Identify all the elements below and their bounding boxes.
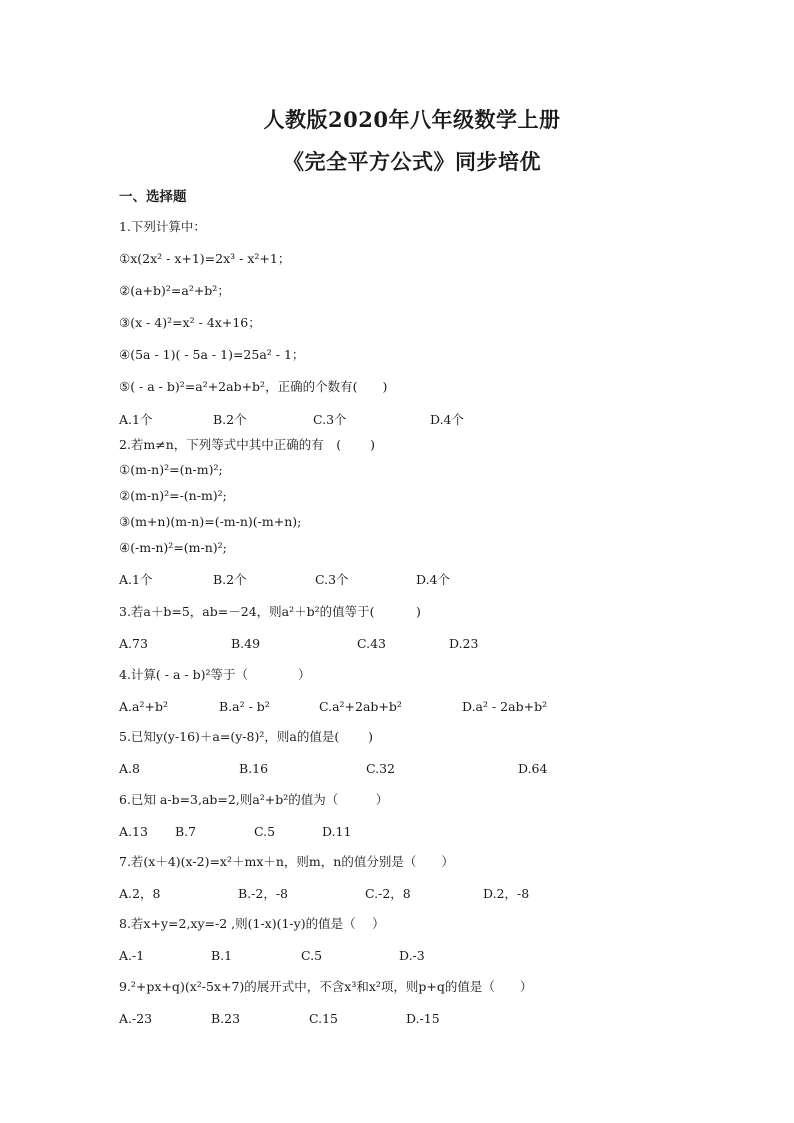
question-5-option-d: D.64 xyxy=(518,761,548,776)
question-1-option-d: D.4个 xyxy=(430,412,465,427)
question-2-item-2: ②(m-n)²=-(n-m)²; xyxy=(119,488,227,503)
question-6-option-c: C.5 xyxy=(254,824,276,839)
question-1-item-5: ⑤( - a - b)²=a²+2ab+b²，正确的个数有( ) xyxy=(119,379,388,394)
question-6-option-a: A.13 xyxy=(119,824,148,839)
question-2-option-c: C.3个 xyxy=(315,572,349,587)
question-7-stem: 7.若(x＋4)(x-2)=x²＋mx＋n，则m，n的值分别是（ ） xyxy=(119,854,454,869)
question-7-option-c: C.-2，8 xyxy=(365,886,411,901)
question-1-item-3: ③(x - 4)²=x² - 4x+16； xyxy=(119,315,261,330)
question-9-option-a: A.-23 xyxy=(119,1011,153,1026)
question-8-option-d: D.-3 xyxy=(399,948,425,963)
question-7-option-b: B.-2，-8 xyxy=(238,886,289,901)
question-9-option-b: B.23 xyxy=(211,1011,241,1026)
question-2-option-a: A.1个 xyxy=(119,572,153,587)
question-2-item-4: ④(-m-n)²=(m-n)²; xyxy=(119,540,227,555)
question-2-stem: 2.若m≠n，下列等式中其中正确的有 ( ) xyxy=(119,437,376,452)
question-2-option-d: D.4个 xyxy=(416,572,451,587)
section-heading: 一、选择题 xyxy=(119,189,187,205)
question-5-stem: 5.已知y(y-16)＋a=(y-8)²，则a的值是( ) xyxy=(119,729,374,744)
question-1-option-b: B.2个 xyxy=(213,412,247,427)
question-1-stem: 1.下列计算中： xyxy=(119,219,206,234)
question-3-option-d: D.23 xyxy=(449,636,479,651)
question-5-option-b: B.16 xyxy=(239,761,269,776)
question-9-option-c: C.15 xyxy=(309,1011,338,1026)
question-5-option-c: C.32 xyxy=(366,761,395,776)
question-1-option-c: C.3个 xyxy=(313,412,347,427)
question-9-option-d: D.-15 xyxy=(406,1011,440,1026)
question-1-item-2: ②(a+b)²=a²+b²； xyxy=(119,283,230,298)
question-8-option-b: B.1 xyxy=(211,948,233,963)
question-4-option-c: C.a²+2ab+b² xyxy=(319,699,402,714)
question-2-item-1: ①(m-n)²=(n-m)²; xyxy=(119,462,223,477)
question-6-option-d: D.11 xyxy=(322,824,352,839)
question-4-stem: 4.计算( - a - b)²等于（ ） xyxy=(119,667,311,682)
question-4-option-a: A.a²+b² xyxy=(119,699,168,714)
question-1-item-4: ④(5a - 1)( - 5a - 1)=25a² - 1； xyxy=(119,347,305,362)
question-6-stem: 6.已知 a-b=3,ab=2,则a²+b²的值为（ ） xyxy=(119,792,389,807)
question-7-option-d: D.2，-8 xyxy=(483,886,530,901)
question-8-stem: 8.若x+y=2,xy=-2 ,则(1-x)(1-y)的值是（ ） xyxy=(119,916,385,931)
question-3-option-b: B.49 xyxy=(231,636,261,651)
question-6-option-b: B.7 xyxy=(175,824,197,839)
question-4-option-d: D.a² - 2ab+b² xyxy=(462,699,548,714)
question-3-option-a: A.73 xyxy=(119,636,148,651)
question-3-option-c: C.43 xyxy=(357,636,386,651)
question-1-option-a: A.1个 xyxy=(119,412,153,427)
question-3-stem: 3.若a＋b=5，ab=－24，则a²＋b²的值等于( ) xyxy=(119,604,421,619)
question-8-option-c: C.5 xyxy=(301,948,323,963)
question-1-item-1: ①x(2x² - x+1)=2x³ - x²+1； xyxy=(119,251,291,266)
question-5-option-a: A.8 xyxy=(119,761,140,776)
question-9-stem: 9.²+px+q)(x²-5x+7)的展开式中，不含x³和x²项，则p+q的值是（ ） xyxy=(119,979,533,994)
question-4-option-b: B.a² - b² xyxy=(219,699,270,714)
document-subtitle: 《完全平方公式》同步培优 xyxy=(283,149,541,174)
question-8-option-a: A.-1 xyxy=(119,948,145,963)
document-title: 人教版2020年八年级数学上册 xyxy=(263,107,561,132)
question-2-option-b: B.2个 xyxy=(213,572,247,587)
question-7-option-a: A.2，8 xyxy=(119,886,161,901)
question-2-item-3: ③(m+n)(m-n)=(-m-n)(-m+n); xyxy=(119,514,302,529)
